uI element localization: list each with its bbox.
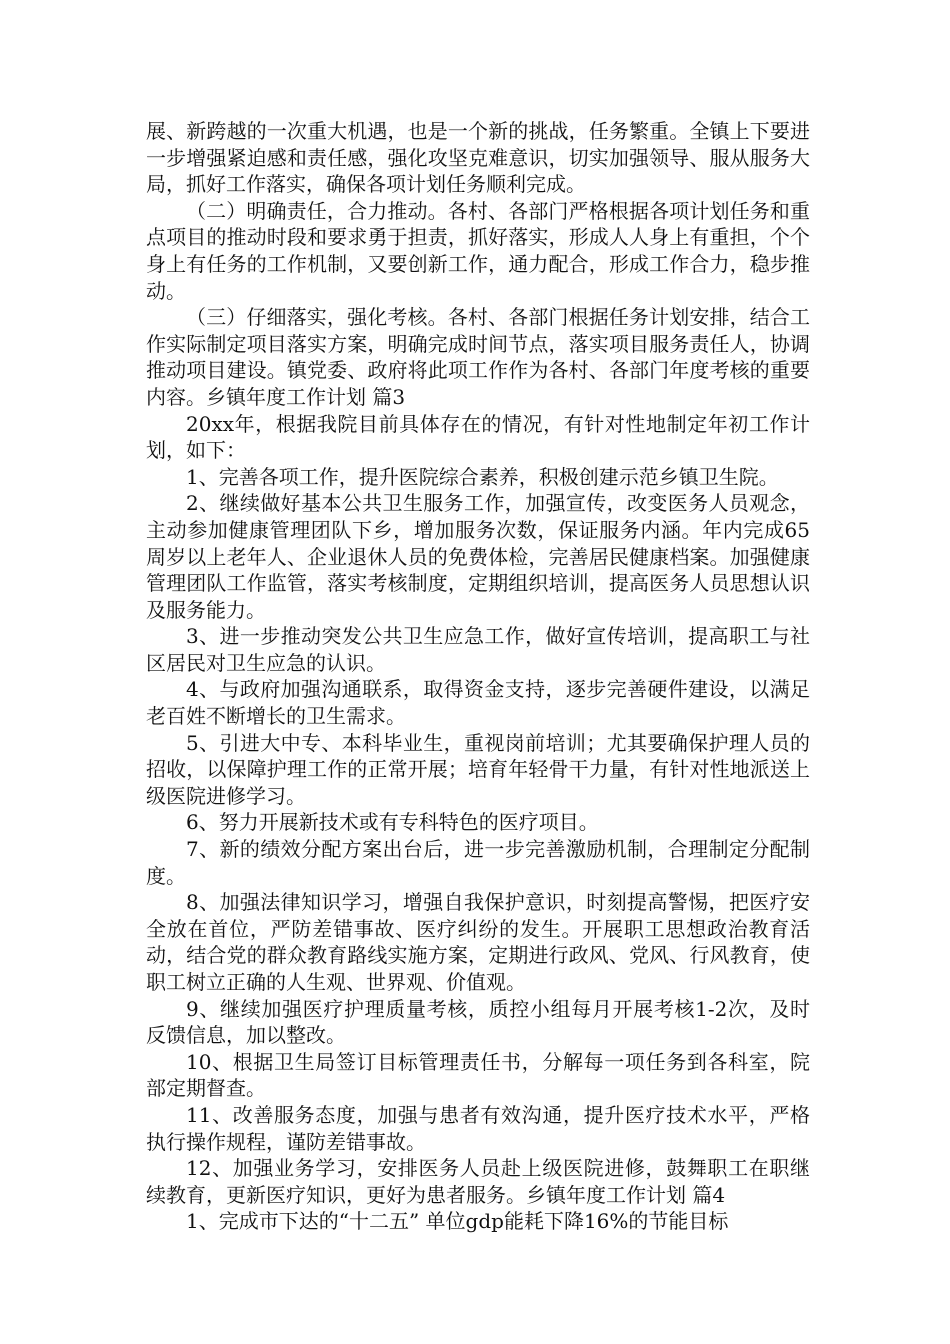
list-item: 3、进一步推动突发公共卫生应急工作，做好宣传培训，提高职工与社区居民对卫生应急的认识。 bbox=[146, 624, 810, 675]
list-item: 9、继续加强医疗护理质量考核，质控小组每月开展考核1-2次，及时反馈信息，加以整改。 bbox=[146, 996, 810, 1048]
paragraph: 20xx年，根据我院目前具体存在的情况，有针对性地制定年初工作计划，如下： bbox=[146, 411, 810, 463]
list-item: 6、努力开展新技术或有专科特色的医疗项目。 bbox=[186, 810, 599, 835]
list-item: 12、加强业务学习，安排医务人员赴上级医院进修，鼓舞职工在职继续教育，更新医疗知识，更好为患者服务。乡镇年度工作计划 篇4 bbox=[146, 1156, 810, 1207]
list-item: 4、与政府加强沟通联系，取得资金支持，逐步完善硬件建设，以满足老百姓不断增长的卫生需求。 bbox=[146, 677, 810, 729]
list-item: 7、新的绩效分配方案出台后，进一步完善激励机制，合理制定分配制度。 bbox=[146, 837, 810, 888]
paragraph: （三）仔细落实，强化考核。各村、各部门根据任务计划安排，结合工作实际制定项目落实方案，明确完成时间节点，落实项目服务责任人，协调推动项目建设。镇党委、政府将此项工作作为各村、各部门年度考核的重要内容。乡镇年度工作计划 篇3 bbox=[146, 305, 810, 409]
list-item: 8、加强法律知识学习，增强自我保护意识，时刻提高警惕，把医疗安全放在首位，严防差错事故、医疗纠纷的发生。开展职工思想政治教育活动，结合党的群众教育路线实施方案，定期进行政风、党风、行风教育，使职工树立正确的人生观、世界观、价值观。 bbox=[146, 890, 810, 994]
list-item: 10、根据卫生局签订目标管理责任书，分解每一项任务到各科室，院部定期督查。 bbox=[146, 1049, 810, 1101]
document-page bbox=[146, 118, 810, 1235]
paragraph: 展、新跨越的一次重大机遇，也是一个新的挑战，任务繁重。全镇上下要进一步增强紧迫感和责任感，强化攻坚克难意识，切实加强领导、服从服务大局，抓好工作落实，确保各项计划任务顺利完成。 bbox=[146, 119, 810, 197]
list-item: 1、完善各项工作，提升医院综合素养，积极创建示范乡镇卫生院。 bbox=[186, 464, 779, 489]
paragraph: （二）明确责任，合力推动。各村、各部门严格根据各项计划任务和重点项目的推动时段和要求勇于担责，抓好落实，形成人人身上有重担，个个身上有任务的工作机制，又要创新工作，通力配合，形成工作合力，稳步推动。 bbox=[146, 198, 810, 303]
list-item: 2、继续做好基本公共卫生服务工作，加强宣传，改变医务人员观念，主动参加健康管理团队下乡，增加服务次数，保证服务内涵。年内完成65周岁以上老年人、企业退休人员的免费体检，完善居民健康档案。加强健康管理团队工作监管，落实考核制度，定期组织培训，提高医务人员思想认识及服务能力。 bbox=[146, 491, 810, 622]
list-item: 11、改善服务态度，加强与患者有效沟通，提升医疗技术水平，严格执行操作规程，谨防差错事故。 bbox=[146, 1102, 810, 1154]
list-item: 5、引进大中专、本科毕业生，重视岗前培训；尤其要确保护理人员的招收，以保障护理工作的正常开展；培育年轻骨干力量，有针对性地派送上级医院进修学习。 bbox=[146, 730, 810, 808]
list-item: 1、完成市下达的“十二五” 单位gdp能耗下降16%的节能目标 bbox=[186, 1209, 729, 1234]
